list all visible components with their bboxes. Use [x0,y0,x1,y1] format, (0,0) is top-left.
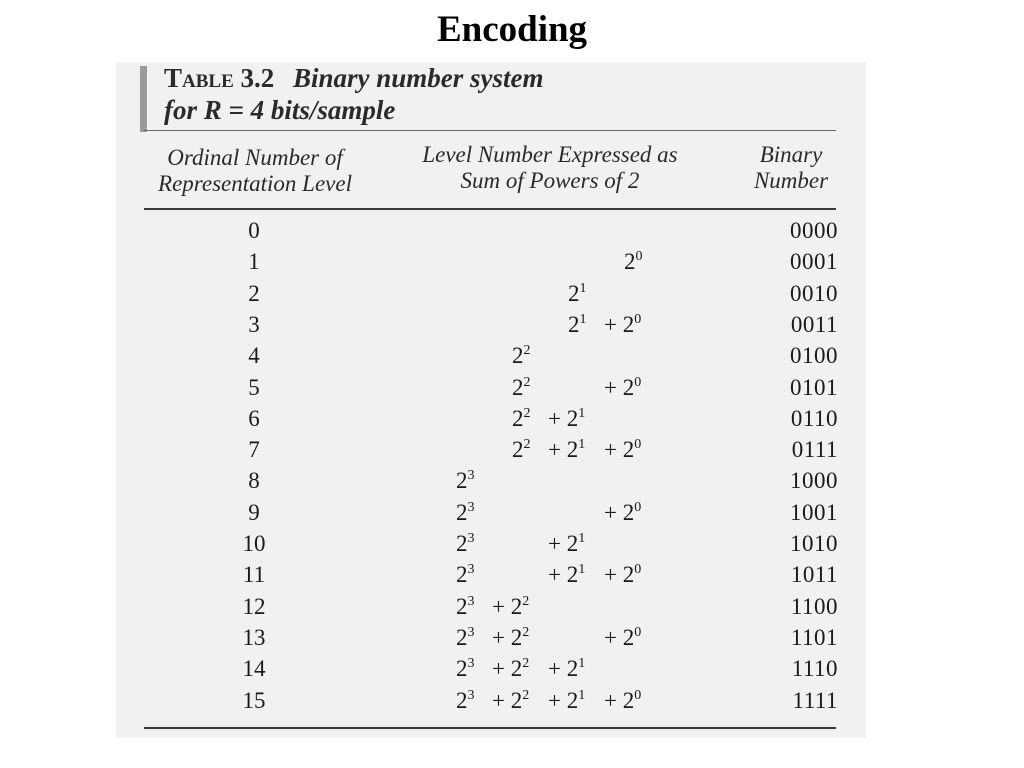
power-term: + $2^2$ [492,687,530,713]
ordinal-cell: 4 [248,343,260,369]
power-term: $2^2$ [512,405,531,431]
bottom-rule [144,727,836,729]
top-rule [144,130,836,131]
binary-cell: 0101 [790,374,838,400]
binary-cell: 0111 [791,437,838,463]
power-term: + $2^1$ [548,656,586,682]
binary-cell: 0110 [790,405,838,431]
power-term: $2^2$ [512,437,531,463]
caption-line-1: Binary number system [293,63,544,93]
header-binary-line-2: Number [753,168,829,193]
table-caption [164,62,544,126]
binary-cell: 1010 [790,531,838,556]
binary-cell: 0011 [790,311,838,337]
binary-cell: 1101 [790,624,838,650]
table-row [116,656,866,686]
power-term: + $2^0$ [604,374,642,400]
table-label: Table [164,63,234,93]
caption-line-2: for R = 4 bits/sample [164,95,396,125]
power-term: + $2^1$ [548,405,586,431]
power-term: + $2^0$ [604,499,642,525]
header-ordinal-line-2: Representation Level [158,171,352,196]
power-term: + $2^0$ [604,687,642,713]
binary-cell: 1001 [790,499,838,525]
power-term: + $2^0$ [604,624,642,650]
power-term: + $2^2$ [492,593,530,619]
power-term: $2^2$ [512,374,531,400]
header-rule [144,208,836,210]
binary-cell: 0100 [790,343,838,369]
table-scan [116,62,866,738]
power-term: $2^1$ [568,280,587,306]
table-row [116,562,866,592]
power-term: + $2^2$ [492,656,530,682]
power-term: $2^3$ [456,656,475,682]
header-binary-line-1: Binary [759,142,823,167]
header-ordinal-line-1: Ordinal Number of [167,145,343,170]
power-term: $2^3$ [456,531,475,556]
ordinal-cell: 15 [242,687,266,713]
power-term: + $2^1$ [548,562,586,588]
table-row [116,406,866,436]
header-binary [736,142,846,194]
ordinal-cell: 5 [248,374,260,400]
power-term: + $2^0$ [604,437,642,463]
table-row [116,625,866,655]
power-term: $2^2$ [512,343,531,369]
table-row [116,312,866,342]
power-term: $2^3$ [456,687,475,713]
power-term: + $2^1$ [548,437,586,463]
table-number: 3.2 [240,63,275,93]
ordinal-cell: 12 [242,593,266,619]
ordinal-cell: 8 [248,468,260,494]
power-term: $2^3$ [456,499,475,525]
table-row [116,281,866,311]
slide-title: Encoding [436,9,588,50]
binary-cell: 1111 [792,687,838,713]
binary-cell: 1000 [790,468,838,494]
header-level-sum-line-2: Sum of Powers of 2 [460,168,640,193]
ordinal-cell: 10 [242,531,266,556]
power-term: + $2^2$ [492,624,530,650]
ordinal-cell: 11 [242,562,266,588]
ordinal-cell: 6 [248,405,260,431]
ordinal-cell: 9 [248,499,260,525]
table-row [116,500,866,530]
ordinal-cell: 14 [242,656,266,682]
binary-cell: 0010 [790,280,838,306]
ordinal-cell: 3 [248,311,260,337]
ordinal-cell: 2 [248,280,260,306]
power-term: $2^3$ [456,468,475,494]
power-term: + $2^0$ [604,311,642,337]
table-row [116,468,866,498]
table-row [116,594,866,624]
table-row [116,531,866,561]
power-term: $2^0$ [624,249,643,275]
table-row [116,437,866,467]
ordinal-cell: 0 [248,218,260,243]
ordinal-cell: 7 [248,437,260,463]
power-term: + $2^0$ [604,562,642,588]
power-term: $2^1$ [568,311,587,337]
power-term: + $2^1$ [548,531,586,556]
caption-bar [140,66,147,132]
power-term: $2^3$ [456,562,475,588]
header-level-sum-line-1: Level Number Expressed as [422,142,678,167]
table-row [116,688,866,718]
header-ordinal [140,145,370,197]
table-row [116,343,866,373]
table-row [116,249,866,279]
table-row [116,218,866,248]
power-term: $2^3$ [456,624,475,650]
binary-cell: 1011 [790,562,838,588]
binary-cell: 1100 [790,593,838,619]
ordinal-cell: 1 [248,249,260,275]
table-row [116,375,866,405]
binary-cell: 0001 [790,249,838,275]
power-term: + $2^1$ [548,687,586,713]
binary-cell: 1110 [791,656,838,682]
ordinal-cell: 13 [242,624,266,650]
power-term: $2^3$ [456,593,475,619]
binary-cell: 0000 [790,218,838,243]
header-level-sum [400,142,700,194]
